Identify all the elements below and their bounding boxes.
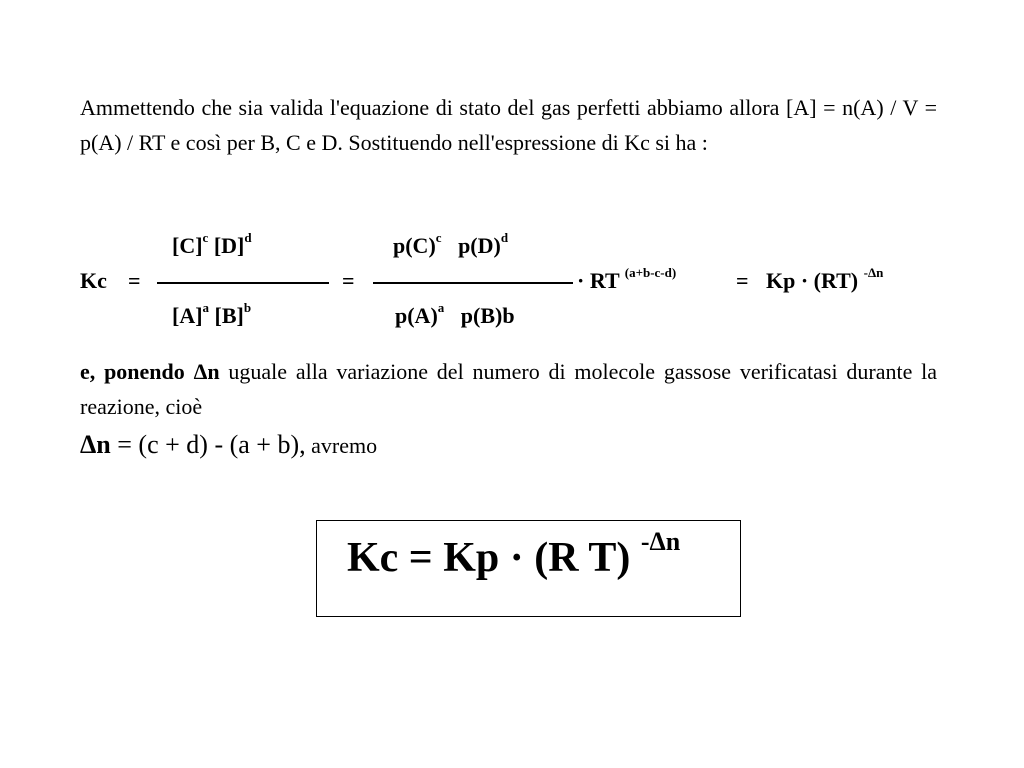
exp-d: d	[244, 229, 252, 245]
term-pa: p(A)	[395, 303, 438, 328]
term-b: [B]	[214, 303, 244, 328]
delta-n-tail: avremo	[305, 433, 378, 458]
final-equation	[347, 527, 681, 583]
delta-n-paragraph	[80, 354, 937, 424]
delta-n-expression: = (c + d) - (a + b),	[110, 430, 306, 459]
equals-sign-2: =	[342, 268, 355, 293]
delta-n-definition	[80, 428, 377, 463]
equals-sign-3: =	[736, 268, 749, 293]
final-equation-box	[316, 520, 741, 617]
exp-b: b	[243, 299, 252, 315]
term-a: [A]	[172, 303, 203, 328]
numerator-pressures	[393, 229, 509, 259]
final-equation-exponent: -Δn	[640, 527, 681, 556]
rt-label: · RT	[577, 268, 620, 293]
term-c: [C]	[172, 233, 203, 258]
exp-c: c	[202, 229, 209, 245]
exp-pd: d	[500, 229, 509, 245]
fraction-bar-pressures	[373, 282, 573, 284]
fraction-bar-concentrations	[157, 282, 329, 284]
equals-sign-1: =	[128, 268, 141, 293]
kp-term	[766, 264, 884, 294]
kp-exponent: -Δn	[863, 264, 884, 280]
term-pb: p(B)b	[460, 303, 515, 328]
rt-term	[577, 264, 677, 294]
delta-n-rest-text: uguale alla variazione del numero di molecole gassose verificatasi durante la reazione, cioè	[80, 359, 938, 419]
intro-text: Ammettendo che sia valida l'equazione di stato del gas perfetti abbiamo allora [A] = n(A) / V = p(A) / RT e così per B, C e D. Sostituendo nell'espressione di Kc si ha :	[80, 95, 937, 155]
exp-pa: a	[437, 299, 445, 315]
denominator-concentrations	[172, 299, 252, 329]
delta-n-symbol: Δn	[80, 430, 111, 459]
numerator-concentrations	[172, 229, 252, 259]
term-d: [D]	[213, 233, 245, 258]
final-equation-main: Kc = Kp · (R T)	[347, 535, 631, 581]
exp-pc: c	[435, 229, 442, 245]
kc-label: Kc	[80, 268, 107, 293]
exp-a: a	[202, 299, 210, 315]
denominator-pressures	[395, 299, 515, 329]
term-pc: p(C)	[393, 233, 436, 258]
delta-n-bold-text: e, ponendo Δn	[80, 359, 220, 384]
kp-label: Kp · (RT)	[766, 268, 859, 293]
intro-paragraph	[80, 90, 937, 160]
term-pd: p(D)	[458, 233, 501, 258]
rt-exponent: (a+b-c-d)	[624, 264, 677, 280]
